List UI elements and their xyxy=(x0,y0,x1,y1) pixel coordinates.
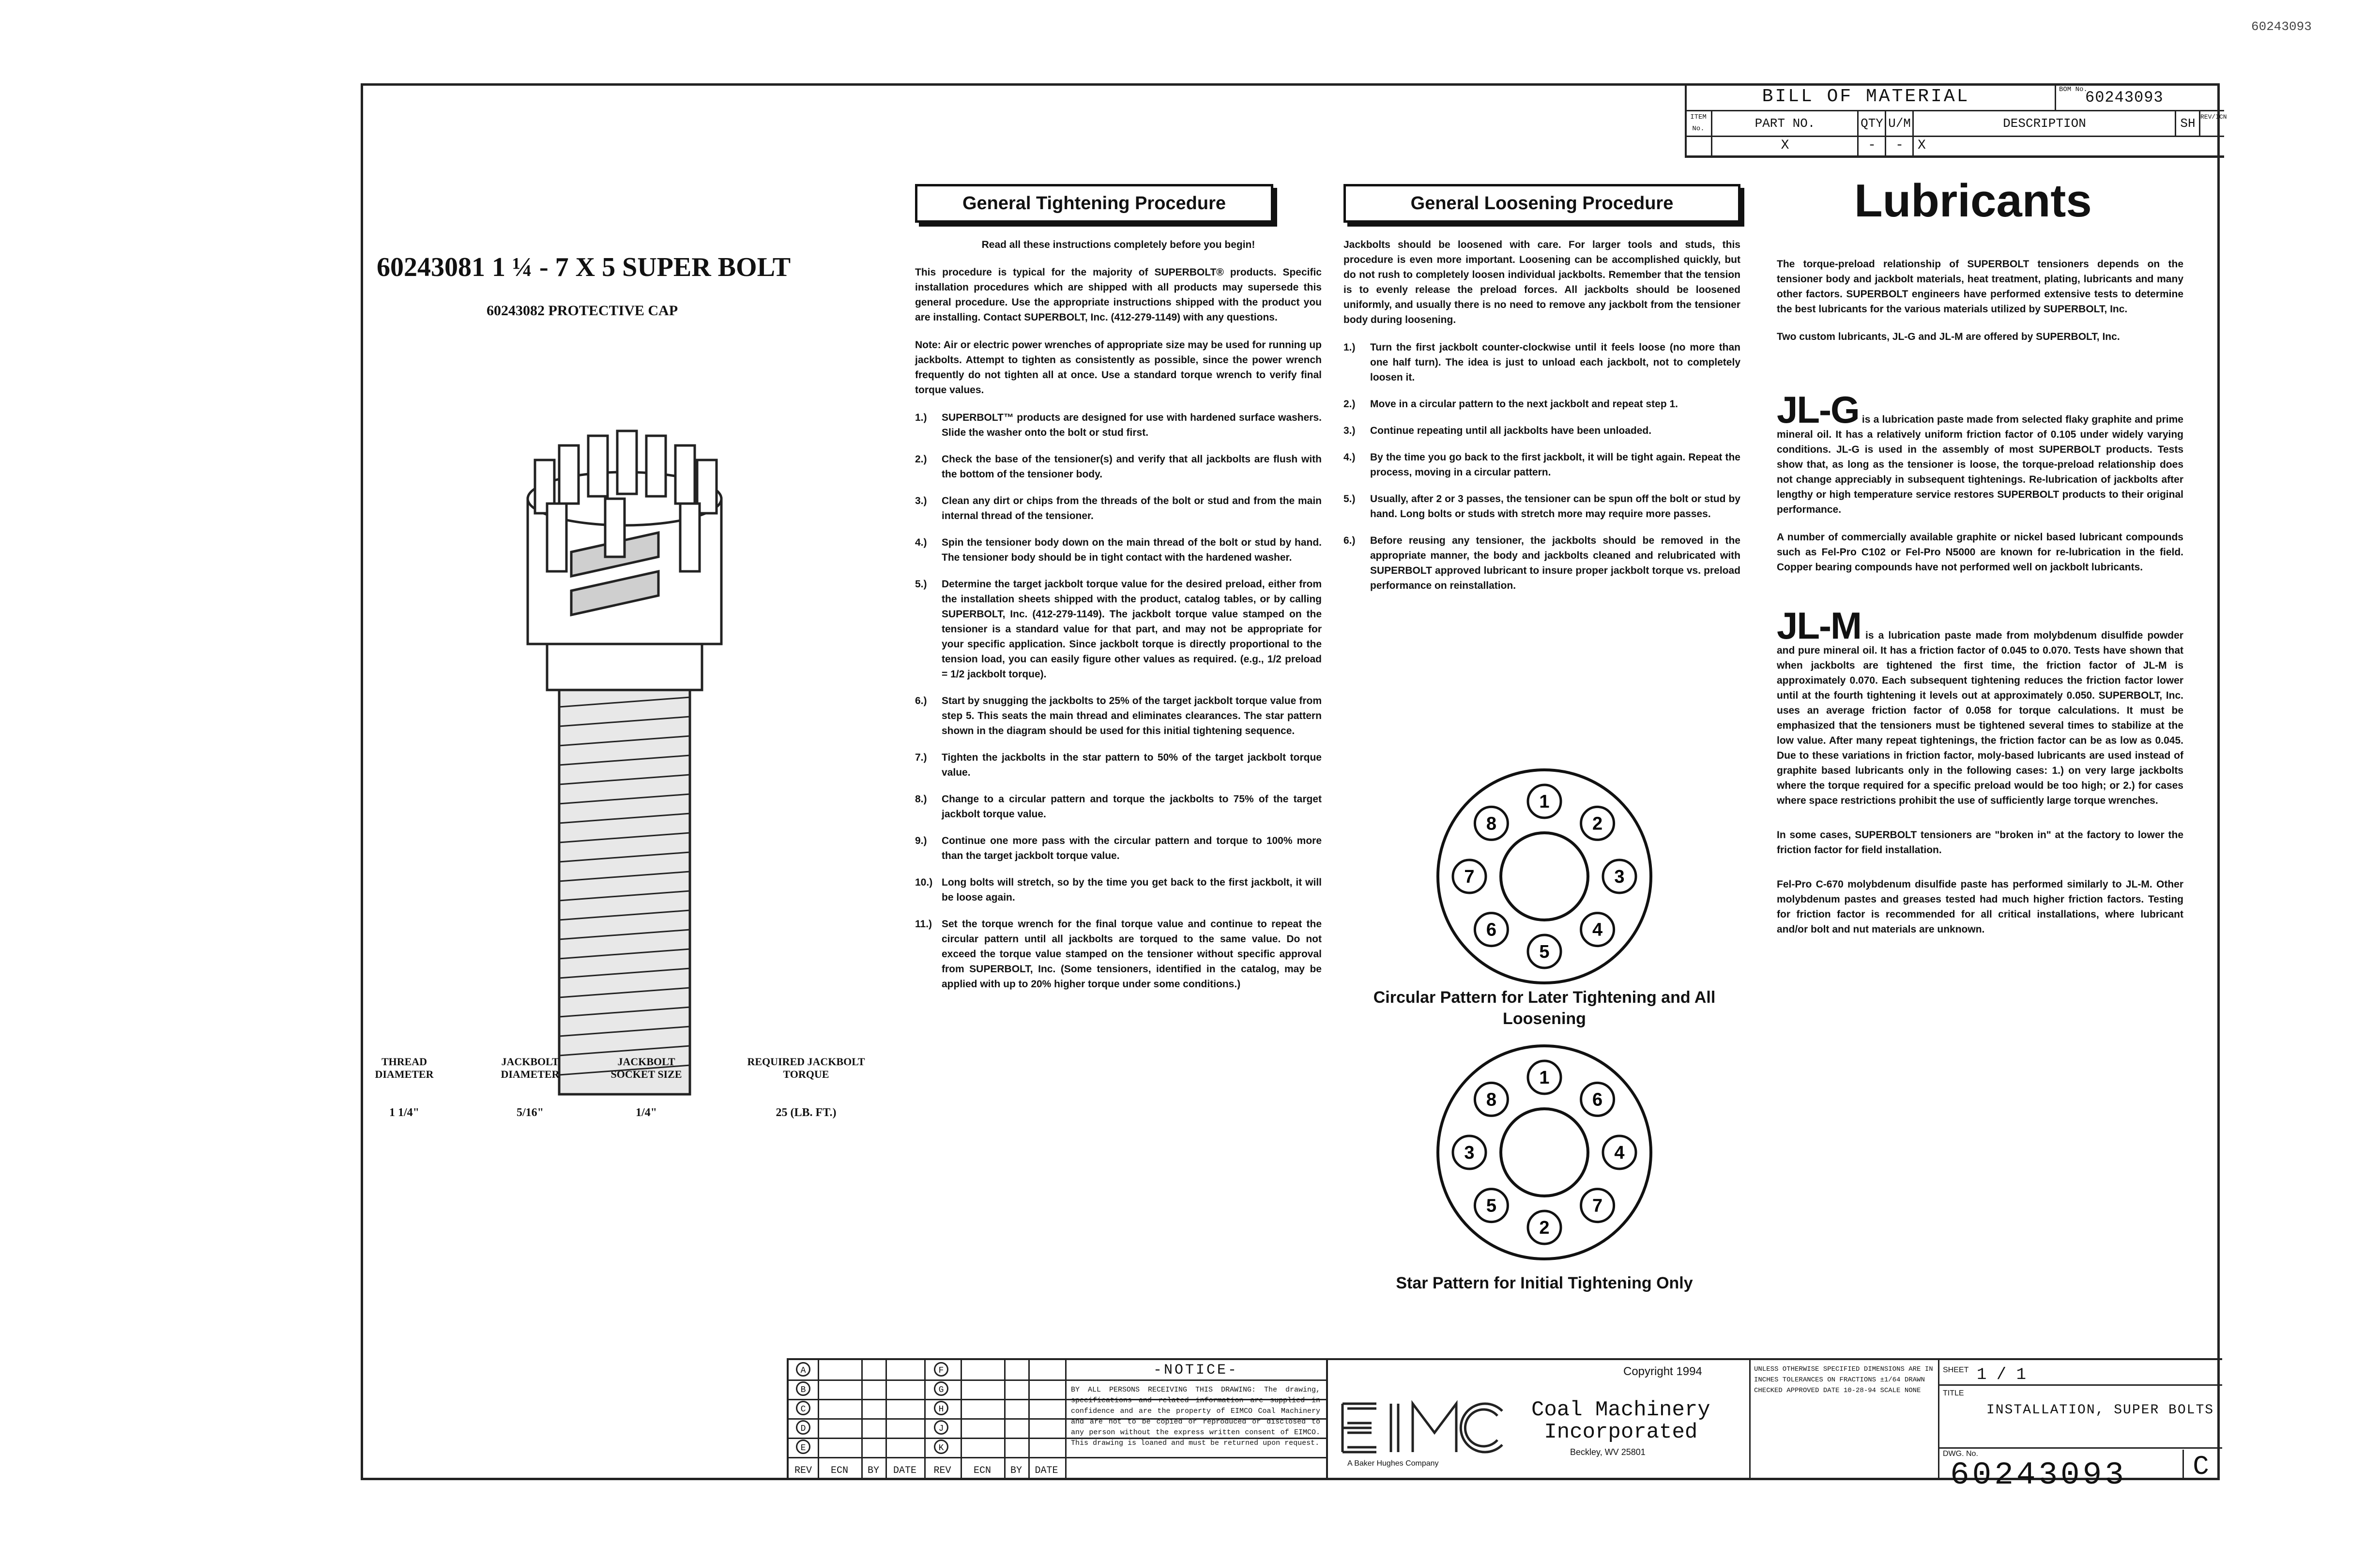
tightening-step xyxy=(915,750,1322,780)
bom-number-value: 60243093 xyxy=(2085,89,2164,107)
bom-head-qty: QTY xyxy=(1857,111,1885,136)
step-number: 3.) xyxy=(915,495,927,506)
bom-head-part: PART NO. xyxy=(1711,111,1858,136)
jackbolt-number: 3 xyxy=(1464,1143,1475,1163)
star-pattern-diagram xyxy=(1423,1041,1665,1264)
part-subtitle: 60243082 PROTECTIVE CAP xyxy=(487,303,678,319)
title-block xyxy=(1328,1358,2222,1493)
eimco-logo xyxy=(1338,1399,1522,1457)
rev-label: REV xyxy=(794,1465,812,1476)
step-number: 4.) xyxy=(1343,452,1356,463)
title-block-rule xyxy=(1939,1447,2222,1449)
center-hole xyxy=(1501,1109,1588,1196)
tightening-intro2: This procedure is typical for the majority of SUPERBOLT® products. Specific installation procedures which are shipped with all products may supersede this general procedure. Use the appropriate instructions shipped with the product you are installing. Contact SUPERBOLT, Inc. (412-279-1149) with any questions. xyxy=(915,267,1322,323)
ecn-label: ECN xyxy=(830,1465,848,1476)
step-number: 5.) xyxy=(1343,493,1356,505)
date-label: DATE xyxy=(1035,1465,1058,1476)
bom-desc-value: X xyxy=(1912,137,2179,155)
step-text: Long bolts will stretch, so by the time you get back to the first jackbolt, it will be loose again. xyxy=(942,877,1322,903)
step-text: Usually, after 2 or 3 passes, the tensioner can be spun off the bolt or stud by hand. Long bolts or studs with stretch more may require more passes. xyxy=(1370,493,1740,520)
title-block-divider xyxy=(1938,1360,1939,1480)
spec-head-jackbolt-diameter: JACKBOLT DIAMETER xyxy=(501,1056,560,1080)
step-number: 10.) xyxy=(915,877,933,888)
bill-of-material xyxy=(1685,83,2227,158)
spec-head-required-torque: REQUIRED JACKBOLT TORQUE xyxy=(747,1056,865,1080)
step-text: Spin the tensioner body down on the main thread of the bolt or stud by hand. The tensioner body should be in tight contact with the hardened washer. xyxy=(942,537,1322,563)
loosening-step xyxy=(1343,450,1740,480)
company-line2: Incorporated xyxy=(1544,1420,1698,1444)
step-text: SUPERBOLT™ products are designed for use with hardened surface washers. Slide the washer onto the bolt or stud first. xyxy=(942,412,1322,438)
spec-required-torque: 25 (LB. FT.) xyxy=(776,1106,837,1119)
lubricants-p3: A number of commercially available graphite or nickel based lubricant compounds such as Fel-Pro C102 or Fel-Pro N5000 are known for re-lubrication in the field. Copper bearing compounds have not performed well on jackbolt lubricants. xyxy=(1777,532,2183,573)
jackbolt-number: 8 xyxy=(1486,813,1496,834)
star-pattern-caption: Star Pattern for Initial Tightening Only xyxy=(1396,1274,1693,1292)
jackbolt-number: 2 xyxy=(1592,813,1603,834)
copyright: Copyright 1994 xyxy=(1623,1365,1702,1378)
tightening-step xyxy=(915,833,1322,863)
tightening-heading: General Tightening Procedure xyxy=(915,184,1273,223)
jackbolt-number: 1 xyxy=(1539,1068,1550,1088)
jackbolt-number: 4 xyxy=(1592,919,1603,940)
tightening-step xyxy=(915,792,1322,822)
step-number: 11.) xyxy=(915,919,932,930)
step-number: 6.) xyxy=(915,695,927,706)
loosening-step xyxy=(1343,423,1740,438)
step-number: 8.) xyxy=(915,794,927,805)
bom-head-rev: REV/ICN xyxy=(2199,111,2226,136)
step-number: 9.) xyxy=(915,835,927,846)
step-number: 1.) xyxy=(1343,342,1356,353)
bom-title: BILL OF MATERIAL xyxy=(1762,86,1970,107)
title-block-rule xyxy=(1939,1384,2222,1386)
bom-number-label: BOM No. xyxy=(2059,86,2088,93)
lubricants-p2: Two custom lubricants, JL-G and JL-M are offered by SUPERBOLT, Inc. xyxy=(1777,331,2120,342)
company-name xyxy=(1531,1399,1710,1443)
loosening-step xyxy=(1343,491,1740,521)
lubricants-p4: In some cases, SUPERBOLT tensioners are "broken in" at the factory to lower the friction factor for field installation. xyxy=(1777,829,2183,856)
step-text: Determine the target jackbolt torque value for the desired preload, either from the installation sheets shipped with the product, catalog tables, or by calling SUPERBOLT, Inc. (412-279-1149). The jackbolt torque value stamped on the tensioner is a standard value for that part, and may not be appropriate for your specific application. Since jackbolt torque is directly proportional to the tension load, you can easily figure other values as required. (e.g., 1/2 preload = 1/2 jackbolt torque). xyxy=(942,579,1322,680)
step-text: Start by snugging the jackbolts to 25% of the target jackbolt torque value from step 5. This seats the main thread and eliminates clearances. The star pattern shown in the diagram should be used for this initial tightening sequence. xyxy=(942,695,1322,736)
by-label: BY xyxy=(867,1465,879,1476)
revision-symbol: A xyxy=(796,1362,810,1377)
step-text: Continue one more pass with the circular pattern and torque to 100% more than the target jackbolt torque value. xyxy=(942,835,1322,861)
tightening-step xyxy=(915,535,1322,565)
revision-symbol: F xyxy=(934,1362,948,1377)
jackbolt-number: 5 xyxy=(1486,1195,1496,1216)
circular-pattern-diagram xyxy=(1423,765,1665,988)
tightening-intro1: Read all these instructions completely before you begin! xyxy=(981,239,1255,250)
title-label: TITLE xyxy=(1943,1389,1964,1397)
bom-um-value: - xyxy=(1885,137,1913,155)
step-number: 3.) xyxy=(1343,425,1356,436)
step-number: 6.) xyxy=(1343,535,1356,546)
tightening-step xyxy=(915,410,1322,440)
bom-head-description: DESCRIPTION xyxy=(1912,111,2175,136)
jackbolt-number: 4 xyxy=(1614,1143,1625,1163)
step-number: 1.) xyxy=(915,412,927,423)
center-hole xyxy=(1501,833,1588,920)
tightening-step xyxy=(915,493,1322,523)
tightening-step xyxy=(915,452,1322,482)
jlg-text: is a lubrication paste made from selected flaky graphite and prime mineral oil. It has a relatively uniform friction factor of 0.105 under widely varying conditions. JL-G is used in the assembly of most SUPERBOLT products. Tests show that, as long as the tensioner is loose, the torque-preload relationship does not change appreciably in subsequent tightenings. Re-lubrication of jackbolts after lengthy or high temperature service restores SUPERBOLT products to their original performance. xyxy=(1777,414,2183,515)
step-number: 5.) xyxy=(915,579,927,590)
bom-header-row xyxy=(1687,111,2227,137)
jackbolt-number: 3 xyxy=(1614,867,1625,887)
jlg-paragraph xyxy=(1777,388,2183,517)
company-tagline: A Baker Hughes Company xyxy=(1347,1459,1439,1468)
bom-head-sheet: SH xyxy=(2175,111,2199,136)
jackbolt-number: 8 xyxy=(1486,1089,1496,1110)
spec-head-socket-size: JACKBOLT SOCKET SIZE xyxy=(610,1056,682,1080)
step-text: Check the base of the tensioner(s) and verify that all jackbolts are flush with the bottom of the tensioner body. xyxy=(942,454,1322,480)
jackbolt-number: 6 xyxy=(1486,919,1496,940)
jlm-label: JL-M xyxy=(1777,604,1861,647)
step-text: Tighten the jackbolts in the star pattern to 50% of the target jackbolt torque value. xyxy=(942,752,1322,778)
revision-symbol: E xyxy=(796,1440,810,1454)
bom-part-value: X xyxy=(1711,137,1858,155)
tightening-step xyxy=(915,917,1322,992)
step-text: Before reusing any tensioner, the jackbolts should be removed in the appropriate manner, the body and jackbolts cleaned and relubricated with SUPERBOLT approved lubricant to insure proper jackbolt torque vs. preload performance on reinstallation. xyxy=(1370,535,1740,591)
lubricants-p5: Fel-Pro C-670 molybdenum disulfide paste has performed similarly to JL-M. Other molybdenum pastes and greases tested had much higher friction factors. Testing for friction factor is recommended for all critical installations, where lubricant and/or bolt and nut materials are unknown. xyxy=(1777,879,2183,935)
bom-head-item: ITEM No. xyxy=(1690,113,1707,133)
tightening-step xyxy=(915,875,1322,905)
step-text: Turn the first jackbolt counter-clockwise until it feels loose (no more than one half turn). The idea is just to unload each jackbolt, not to completely loosen it. xyxy=(1370,342,1740,383)
loosening-step xyxy=(1343,397,1740,412)
bom-value-row xyxy=(1687,137,2224,157)
sheet-value: 1 / 1 xyxy=(1977,1366,2027,1384)
bom-qty-value: - xyxy=(1857,137,1885,155)
spec-jackbolt-diameter: 5/16" xyxy=(517,1106,544,1119)
bom-number-cell xyxy=(2055,83,2223,110)
step-text: Move in a circular pattern to the next jackbolt and repeat step 1. xyxy=(1370,398,1678,410)
revision-symbol: B xyxy=(796,1381,810,1396)
tightening-step xyxy=(915,577,1322,682)
revision-symbol: K xyxy=(934,1440,948,1454)
step-text: Continue repeating until all jackbolts have been unloaded. xyxy=(1370,425,1652,436)
spec-head-thread-diameter: THREAD DIAMETER xyxy=(375,1056,434,1080)
revision-symbol: H xyxy=(934,1401,948,1415)
step-number: 7.) xyxy=(915,752,927,763)
loosening-step xyxy=(1343,533,1740,593)
company-line1: Coal Machinery xyxy=(1531,1398,1710,1422)
step-text: Change to a circular pattern and torque the jackbolts to 75% of the target jackbolt torque value. xyxy=(942,794,1322,820)
loosening-intro: Jackbolts should be loosened with care. For larger tools and studs, this procedure is even more important. Loosening can be accomplished quickly, but do not rush to completely loosen individual jackbolts. Remember that the tension is to evenly release the preload forces. All jackbolts should be loosened uniformly, and usually there is no need to remove any jackbolt from the tensioner body during loosening. xyxy=(1343,239,1740,325)
spec-socket-size: 1/4" xyxy=(636,1106,657,1119)
circular-pattern-caption: Circular Pattern for Later Tightening and All Loosening xyxy=(1373,988,1716,1028)
step-text: Clean any dirt or chips from the threads of the bolt or stud and from the main internal thread of the tensioner. xyxy=(942,495,1322,521)
step-number: 2.) xyxy=(1343,398,1356,410)
spec-thread-diameter: 1 1/4" xyxy=(389,1106,419,1119)
sheet-label: SHEET xyxy=(1943,1366,1969,1374)
revision-symbol: G xyxy=(934,1381,948,1396)
jackbolt-number: 7 xyxy=(1464,867,1475,887)
tightening-step xyxy=(915,693,1322,738)
rev-label: REV xyxy=(933,1465,951,1476)
drawing-number: 60243093 xyxy=(1950,1457,2127,1493)
jlm-paragraph xyxy=(1777,604,2183,808)
jackbolt-number: 6 xyxy=(1592,1089,1603,1110)
ecn-label: ECN xyxy=(973,1465,991,1476)
step-number: 4.) xyxy=(915,537,927,548)
company-location: Beckley, WV 25801 xyxy=(1570,1447,1646,1457)
part-title: 60243081 1 ¼ - 7 X 5 SUPER BOLT xyxy=(377,252,791,282)
title-block-divider xyxy=(1749,1360,1751,1480)
notice-text: BY ALL PERSONS RECEIVING THIS DRAWING: The drawing, specifications and related information are supplied in confidence and are the property of EIMCO Coal Machinery and are not to be copied or reproduced or disclosed to any person without the express written consent of EIMCO. This drawing is loaned and must be returned upon request. xyxy=(1071,1386,1320,1447)
bom-head-um: U/M xyxy=(1885,111,1913,136)
jackbolt-number: 5 xyxy=(1539,942,1550,962)
jlm-text: is a lubrication paste made from molybdenum disulfide powder and pure mineral oil. It has a friction factor of 0.045 to 0.070. Tests have shown that when jackbolts are tightened the first time, the friction factor of JL-M is approximately 0.070. Each subsequent tightening reduces the friction factor lower until at the fourth tightening it levels out at approximately 0.050. SUPERBOLT, Inc. uses an average friction factor of 0.058 for torque calculations. It must be emphasized that the tensioners must be tightened several times to stabilize at the low value. After many repeat tightenings, the friction factor can be as low as 0.045. Due to these variations in friction factor, moly-based lubricants are used instead of graphite based lubricants only in the following cases: 1.) on very large jackbolts where the torque required for a specific preload would be too high; or 2.) for cases where space restrictions prohibit the use of sufficiently large torque wrenches. xyxy=(1777,630,2183,806)
revision-symbol: J xyxy=(934,1420,948,1435)
lubricants-heading: Lubricants xyxy=(1854,175,2092,227)
notice-block xyxy=(1065,1358,1327,1480)
super-bolt-illustration xyxy=(513,416,736,1104)
step-text: Set the torque wrench for the final torque value and continue to repeat the circular pattern until all jackbolts are torqued to the same value. Do not exceed the torque value stamped on the tensioner without specific approval from SUPERBOLT, Inc. (Some tensioners, identified in the catalog, may be applied with up to 20% higher torque under some conditions.) xyxy=(942,919,1322,990)
revision-symbol: D xyxy=(796,1420,810,1435)
tightening-column xyxy=(915,237,1322,1003)
notice-title: -NOTICE- xyxy=(1153,1362,1239,1379)
step-number: 2.) xyxy=(915,454,927,465)
lubricants-p1: The torque-preload relationship of SUPERBOLT tensioners depends on the tensioner body and jackbolt materials, heat treatment, plating, lubricants and many other factors. SUPERBOLT engineers have performed extensive tests to determine the best lubricants for the various materials utilized by SUPERBOLT, Inc. xyxy=(1777,259,2183,315)
jackbolt-number: 7 xyxy=(1592,1195,1603,1216)
jackbolt-number: 2 xyxy=(1539,1218,1550,1238)
approvals-block: UNLESS OTHERWISE SPECIFIED DIMENSIONS ARE IN INCHES TOLERANCES ON FRACTIONS ±1/64 DRAWN CHECKED APPROVED DATE 10-28-94 SCALE NONE xyxy=(1754,1365,1933,1394)
date-label: DATE xyxy=(893,1465,916,1476)
revision-letter: C xyxy=(2182,1450,2218,1479)
tightening-note: Note: Air or electric power wrenches of appropriate size may be used for running up jackbolts. Attempt to tighten as consistently as possible, since the power wrench frequently do not tighten all at once. Use a standard torque wrench to verify final torque values. xyxy=(915,339,1322,396)
bom-title-row xyxy=(1687,83,2224,111)
loosening-heading: General Loosening Procedure xyxy=(1343,184,1740,223)
drawing-title: INSTALLATION, SUPER BOLTS xyxy=(1986,1403,2214,1418)
corner-stamp: 60243093 xyxy=(2251,19,2312,34)
loosening-step xyxy=(1343,340,1740,385)
drawing-number-label: DWG. No. xyxy=(1943,1450,1978,1458)
revision-symbol: C xyxy=(796,1401,810,1415)
loosening-column xyxy=(1343,237,1740,605)
jlg-label: JL-G xyxy=(1777,388,1859,431)
by-label: BY xyxy=(1010,1465,1022,1476)
step-text: By the time you go back to the first jackbolt, it will be tight again. Repeat the process, moving in a circular pattern. xyxy=(1370,452,1740,478)
jackbolt-number: 1 xyxy=(1539,792,1550,812)
lubricants-column xyxy=(1777,257,2183,950)
